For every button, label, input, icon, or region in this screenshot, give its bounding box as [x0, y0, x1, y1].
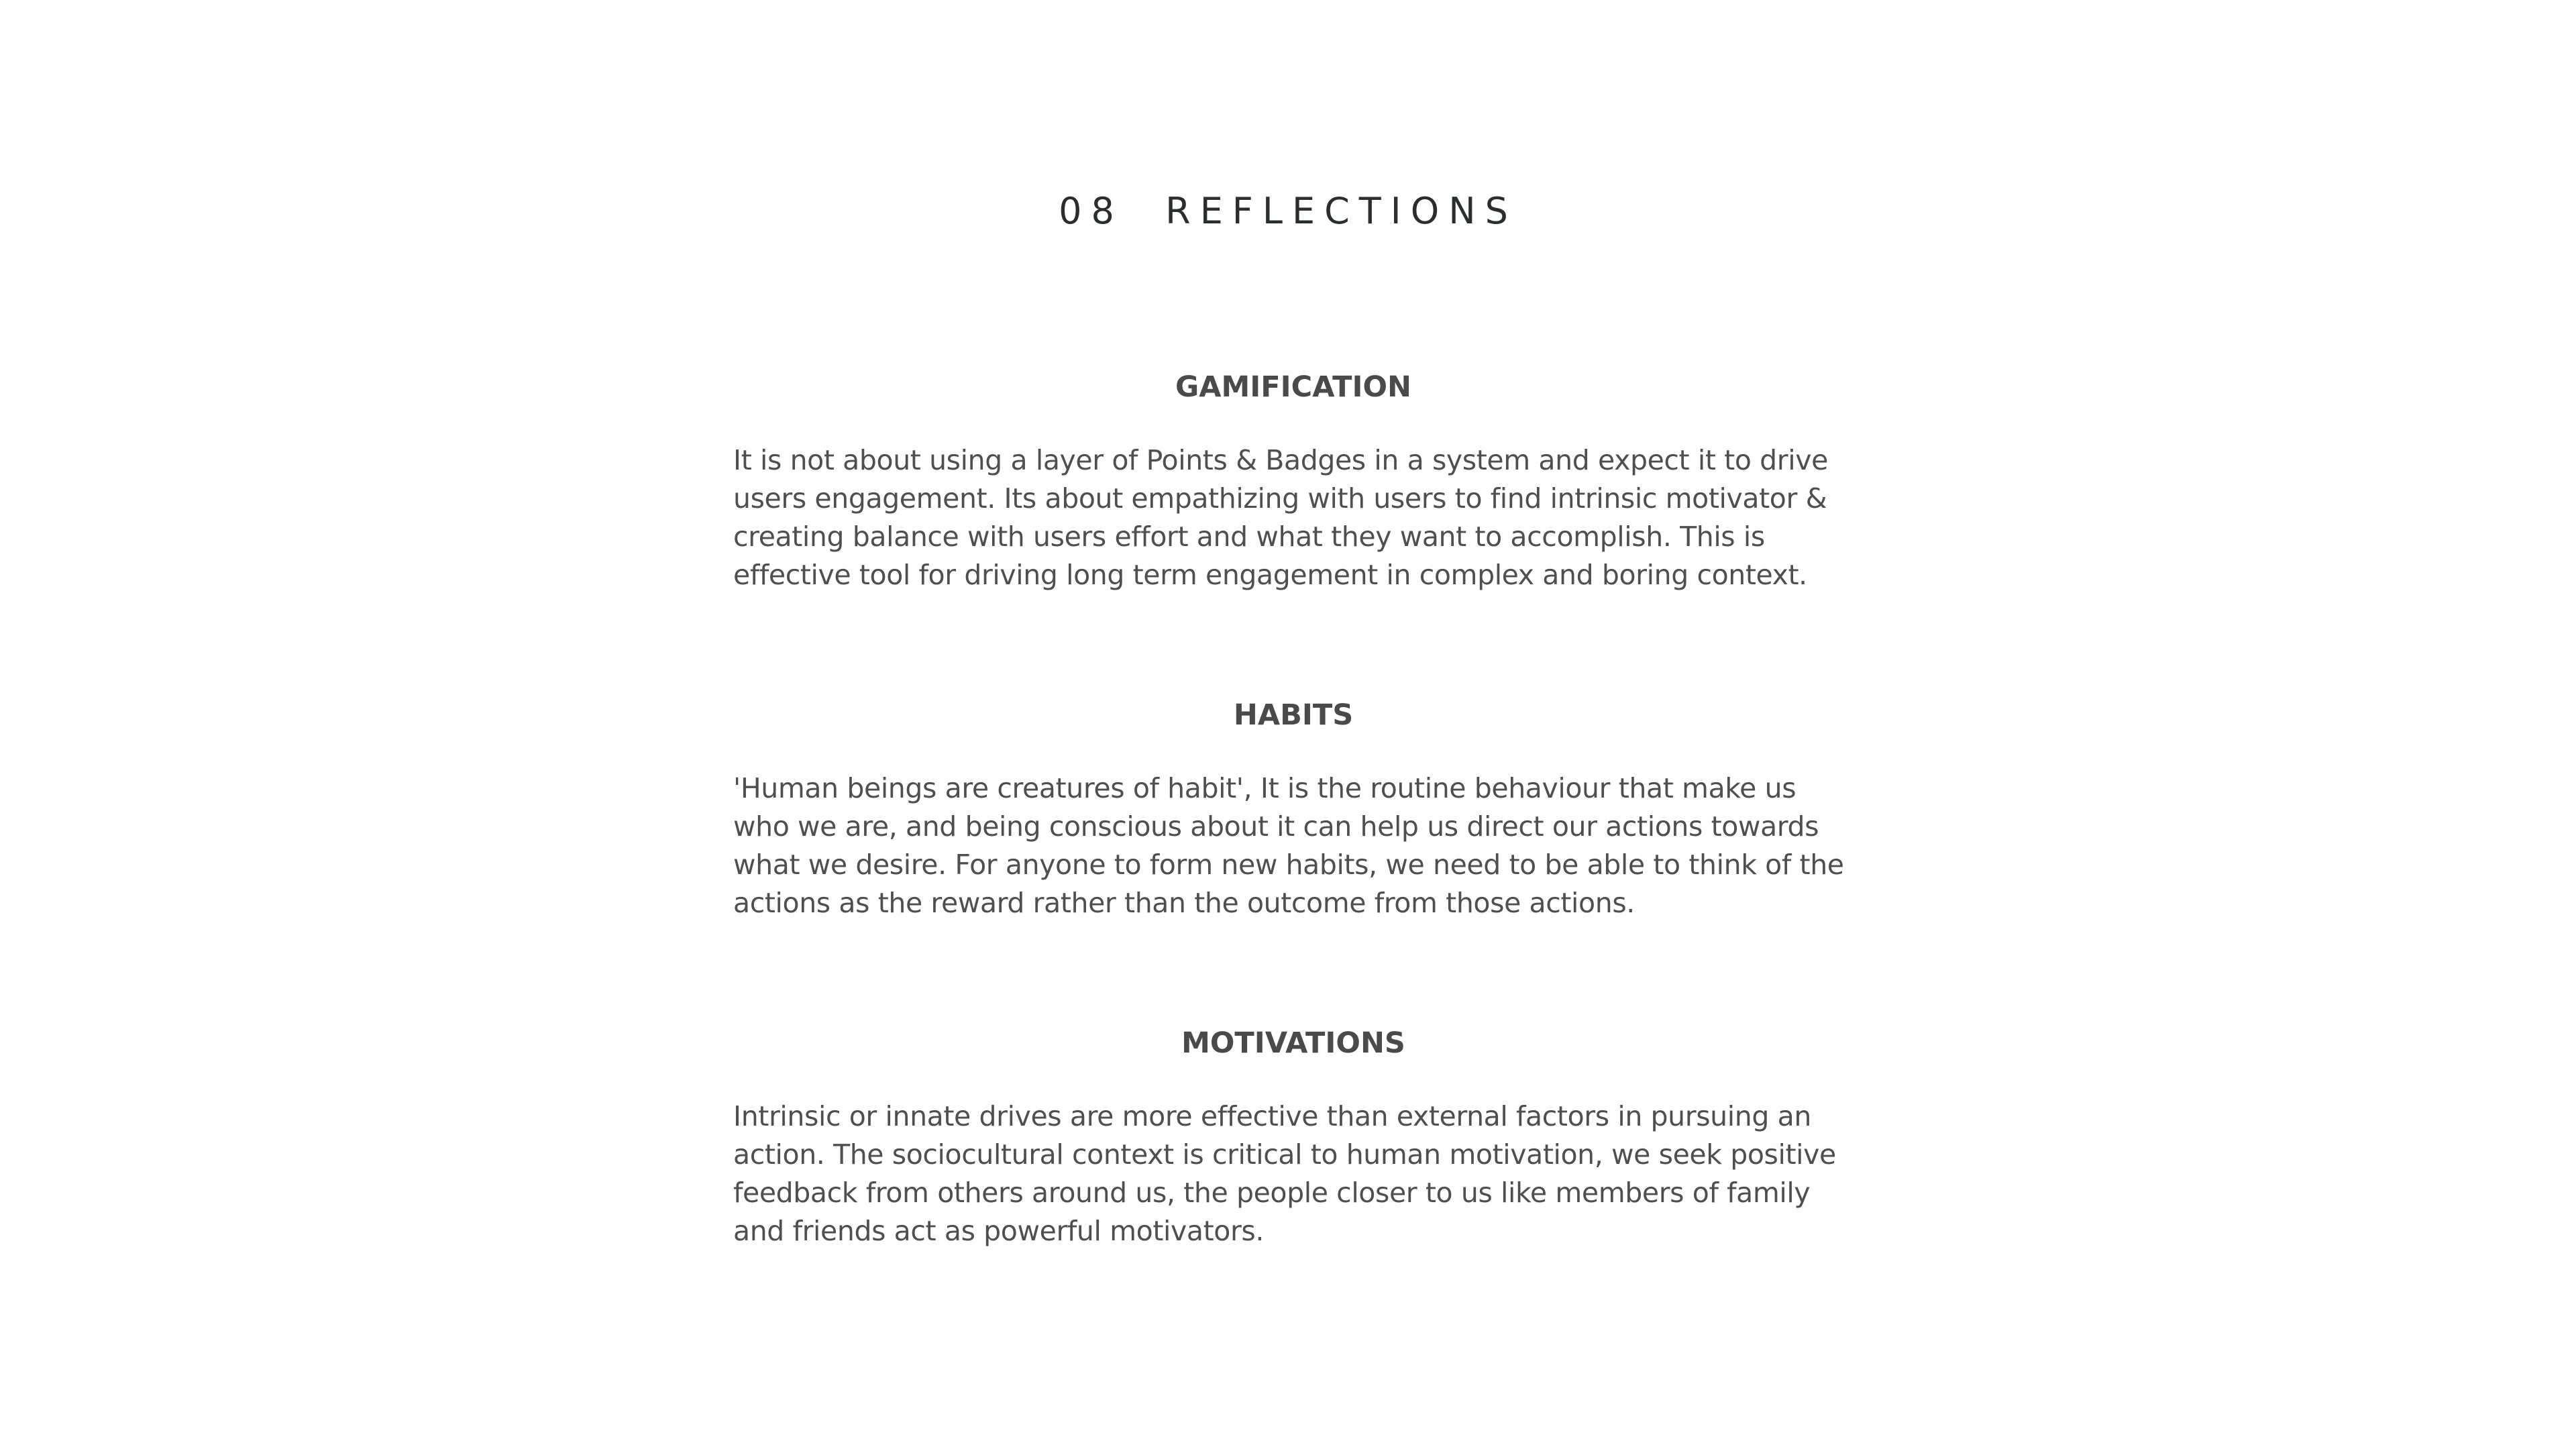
section-heading: GAMIFICATION: [1175, 370, 1412, 404]
section-habits: [733, 698, 1854, 922]
section-heading: MOTIVATIONS: [1181, 1026, 1405, 1060]
section-body: Intrinsic or innate drives are more effective than external factors in pursuing an action. The sociocultural context is critical to human motivation, we seek positive feedback from others around us, the people closer to us like members of family and friends act as powerful motivators.: [733, 1100, 1836, 1247]
section-body: It is not about using a layer of Points & Badges in a system and expect it to drive users engagement. Its about empathizing with users to find intrinsic motivator & creating balance with users effort and what they want to accomplish. This is effective tool for driving long term engagement in complex and boring context.: [733, 444, 1828, 591]
page-title: 08 REFLECTIONS: [1059, 190, 1517, 232]
section-heading: HABITS: [1233, 698, 1354, 732]
section-gamification: [733, 370, 1854, 594]
section-motivations: [733, 1026, 1854, 1250]
section-body: 'Human beings are creatures of habit', It is the routine behaviour that make us who we are, and being conscious about it can help us direct our actions towards what we desire. For anyone to form new habits, we need to be able to think of the actions as the reward rather than the outcome from those actions.: [733, 772, 1844, 919]
